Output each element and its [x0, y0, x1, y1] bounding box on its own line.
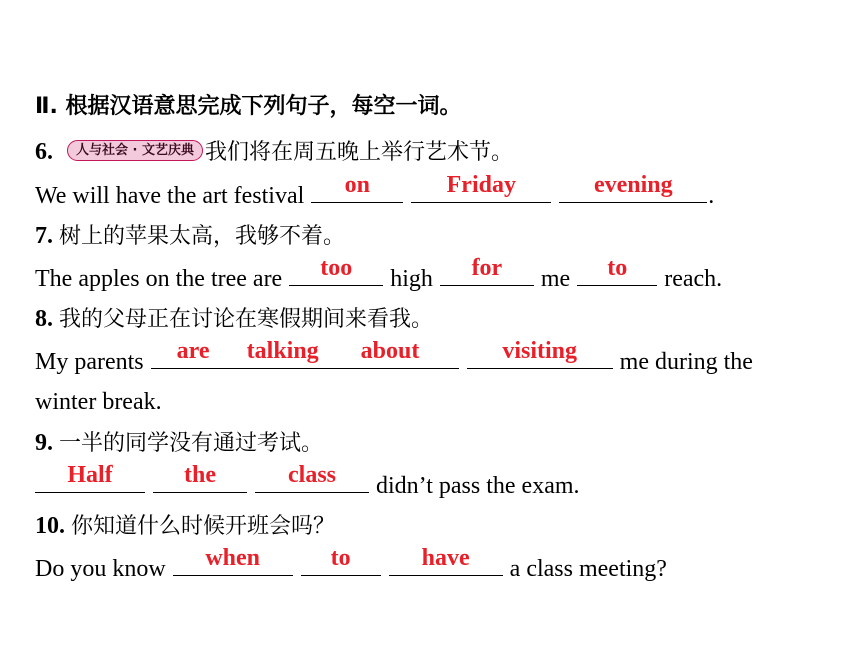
chinese-prompt: 你知道什么时候开班会吗？	[71, 514, 336, 539]
chinese-prompt: 一半的同学没有通过考试。	[59, 431, 324, 456]
sentence-text: me	[540, 266, 571, 292]
item-9-english-line	[35, 462, 580, 501]
answer-blank	[35, 462, 145, 493]
item-number: 8.	[35, 306, 53, 332]
answer-blank	[153, 462, 247, 493]
sentence-text: me during the	[619, 349, 753, 375]
item-8-english-line-2	[35, 387, 162, 417]
item-8-chinese-line	[35, 304, 433, 335]
item-10-english-line	[35, 545, 667, 584]
answer-blank	[440, 255, 534, 286]
item-6-english-line	[35, 172, 715, 211]
sentence-end: reach.	[664, 266, 723, 292]
answer-text: visiting	[502, 338, 577, 364]
item-number: 9.	[35, 430, 53, 456]
answer-text: class	[288, 462, 336, 488]
item-7-english-line	[35, 255, 723, 294]
answer-text: have	[421, 545, 470, 571]
answer-text: evening	[593, 172, 673, 198]
item-8-english-line	[35, 338, 753, 377]
sentence-text: We will have the art festival	[35, 183, 305, 209]
answer-blank	[411, 172, 551, 203]
item-number: 10.	[35, 513, 65, 539]
item-10-chinese-line	[35, 511, 335, 542]
answer-blank	[467, 338, 613, 369]
item-9-chinese-line	[35, 428, 323, 459]
sentence-end: didn’t pass the exam.	[376, 473, 580, 499]
chinese-prompt: 我们将在周五晚上举行艺术节。	[205, 140, 514, 165]
sentence-end: a class meeting?	[509, 556, 667, 582]
answer-blank	[311, 172, 403, 203]
item-number: 7.	[35, 223, 53, 249]
sentence-text: winter break.	[35, 389, 162, 415]
answer-text: Friday	[446, 172, 516, 198]
answer-text: talking	[246, 338, 319, 364]
answer-text: on	[344, 172, 370, 198]
sentence-text: Do you know	[35, 556, 166, 582]
answer-blank	[389, 545, 503, 576]
answer-blank	[289, 255, 383, 286]
answer-text: when	[205, 545, 261, 571]
answer-text: to	[607, 255, 628, 281]
answer-blank	[151, 338, 459, 369]
answer-blank	[173, 545, 293, 576]
answer-text: for	[471, 255, 503, 281]
sentence-text: The apples on the tree are	[35, 266, 283, 292]
answer-text: about	[360, 338, 420, 364]
chinese-prompt: 树上的苹果太高，我够不着。	[59, 224, 346, 249]
sentence-text: My parents	[35, 349, 144, 375]
answer-text: the	[184, 462, 216, 488]
answer-blank	[301, 545, 381, 576]
item-number: 6.	[35, 139, 53, 165]
item-7-chinese-line	[35, 221, 345, 252]
answer-text: to	[330, 545, 351, 571]
sentence-end: .	[708, 183, 715, 209]
answer-blank	[255, 462, 369, 493]
answer-text: too	[320, 255, 353, 281]
item-6-chinese-line	[35, 137, 513, 168]
answer-text: Half	[67, 462, 113, 488]
answer-text: are	[176, 338, 210, 364]
answer-blank	[577, 255, 657, 286]
sentence-text: high	[390, 266, 433, 292]
answer-blank	[559, 172, 707, 203]
chinese-prompt: 我的父母正在讨论在寒假期间来看我。	[59, 307, 434, 332]
topic-tag: 人与社会 · 文艺庆典	[67, 140, 203, 161]
section-heading: Ⅱ. 根据汉语意思完成下列句子，每空一词。	[35, 94, 462, 119]
